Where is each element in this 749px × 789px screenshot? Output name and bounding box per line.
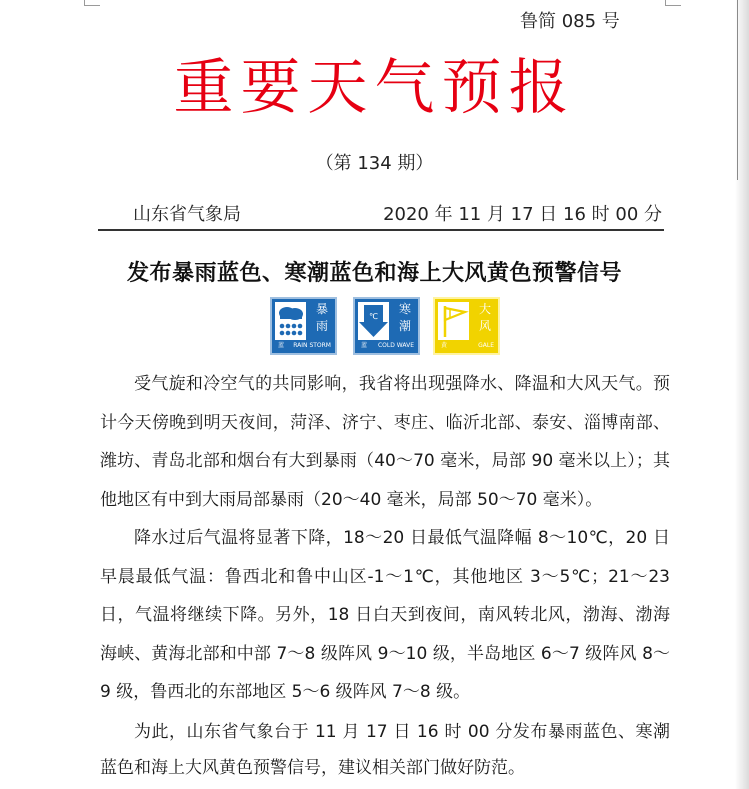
rain-cloud-icon <box>275 302 306 340</box>
crop-mark-right-h <box>665 5 681 6</box>
svg-text:℃: ℃ <box>369 312 378 321</box>
gale-label: 大 风 <box>478 302 491 333</box>
cold-wave-label: 寒 潮 <box>398 302 411 333</box>
cold-wave-blue-icon <box>353 297 420 355</box>
document-number: 鲁简 085 号 <box>520 11 620 32</box>
issue-number: （第 134 期） <box>315 153 434 174</box>
issue-datetime: 2020 年 11 月 17 日 16 时 00 分 <box>383 204 662 225</box>
rainstorm-label: 暴 雨 <box>315 302 328 333</box>
paragraph-temperature-wind: 降水过后气温将显著下降，18～20 日最低气温降幅 8～10℃，20 日早晨最低气温：鲁西北和鲁中山区-1～1℃，其他地区 3～5℃；21～23 日，气温将继续下降。另外，18 日白天到夜间，南风转北风，渤海、渤海海峡、黄海北部和中部 7～8 级阵风 9～10 级，半岛地区 6～7 级阵风 8～9 级，鲁西北的东部地区 5～6 级阵风 7～8 级。 <box>100 528 670 702</box>
bulletin-headline: 发布暴雨蓝色、寒潮蓝色和海上大风黄色预警信号 <box>126 261 622 286</box>
page-title: 重要天气预报 <box>173 53 576 123</box>
paragraph-advisory: 为此，山东省气象台于 11 月 17 日 16 时 00 分发布暴雨蓝色、寒潮蓝色和海上大风黄色预警信号，建议相关部门做好防范。 <box>100 721 670 778</box>
gale-caption: 黄 GALE <box>437 340 496 351</box>
paragraph-forecast: 受气旋和冷空气的共同影响，我省将出现强降水、降温和大风天气。预计今天傍晚到明天夜间，菏泽、济宁、枣庄、临沂北部、泰安、淄博南部、潍坊、青岛北部和烟台有大到暴雨（40～70 毫米，局部 90 毫米以上）；其他地区有中到大雨局部暴雨（20～40 毫米，局部 50～70 毫米）。 <box>100 374 670 510</box>
rainstorm-caption: 蓝 RAIN STORM <box>274 340 333 351</box>
issuing-agency: 山东省气象局 <box>133 204 241 225</box>
cold-wave-caption: 蓝 COLD WAVE <box>357 340 416 351</box>
wind-flag-icon <box>438 302 469 340</box>
bulletin-body <box>100 365 670 786</box>
gale-yellow-icon <box>433 297 500 355</box>
rainstorm-blue-icon <box>270 297 337 355</box>
header-divider <box>98 229 664 231</box>
cold-arrow-icon <box>358 302 389 340</box>
crop-mark-left-h <box>84 5 100 6</box>
